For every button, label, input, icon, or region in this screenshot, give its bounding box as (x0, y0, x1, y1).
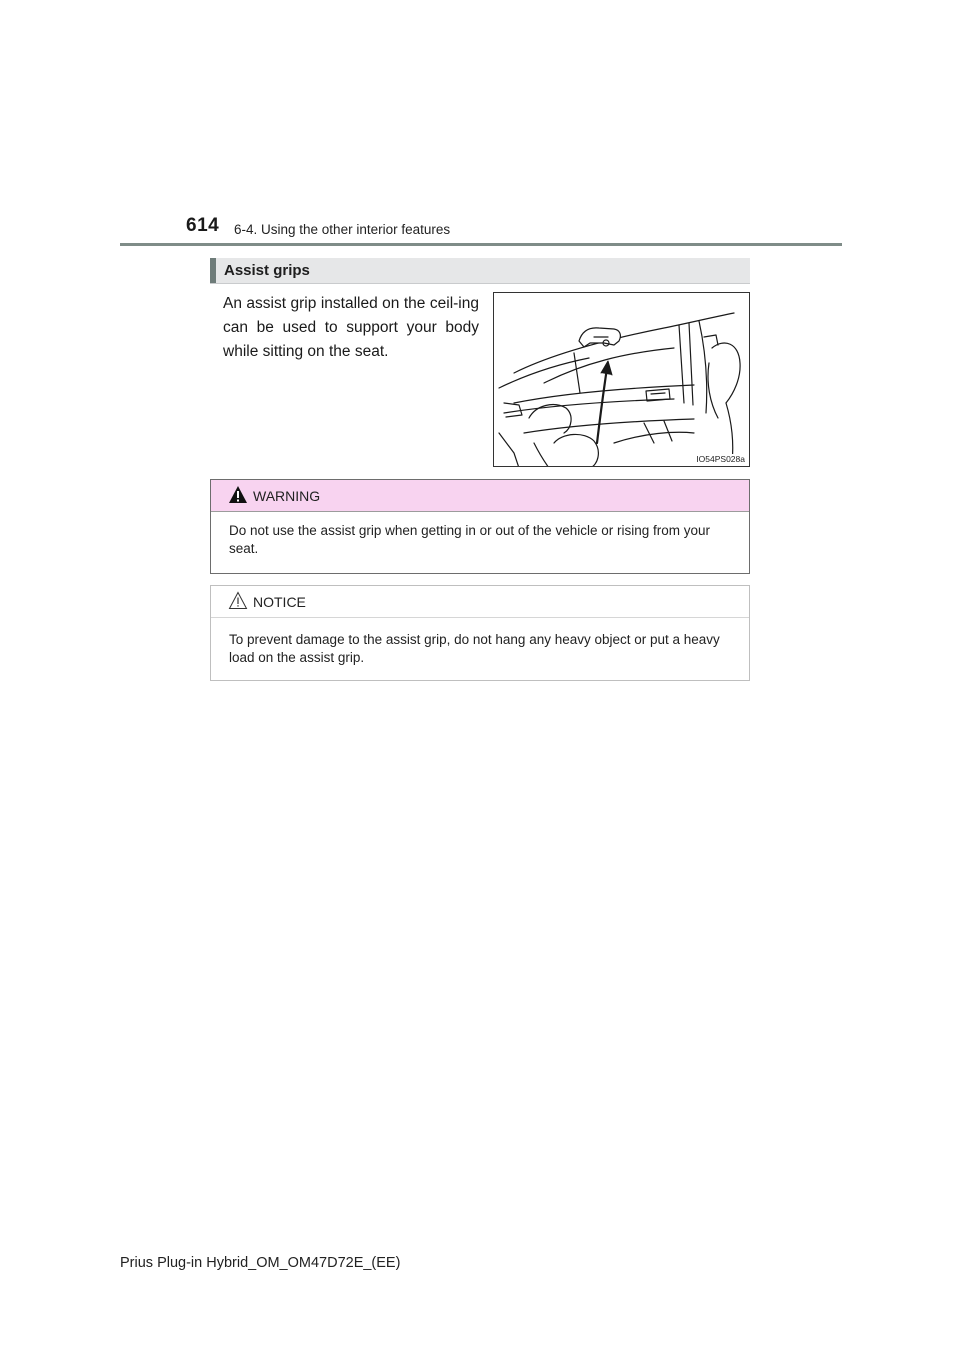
warning-title: WARNING (253, 488, 321, 504)
page-number: 614 (186, 215, 220, 236)
assist-grip-illustration (493, 292, 750, 467)
warning-box (210, 479, 750, 574)
section-heading: Assist grips (224, 262, 310, 279)
notice-text: To prevent damage to the assist grip, do not hang any heavy object or put a heavy load on the assist grip. (229, 632, 720, 665)
notice-header (211, 586, 749, 618)
section-title: 6-4. Using the other interior features (234, 222, 451, 237)
heading-accent (210, 258, 216, 283)
warning-header (211, 480, 749, 512)
warning-triangle-icon (228, 485, 248, 504)
notice-title: NOTICE (253, 594, 306, 610)
notice-box (210, 585, 750, 681)
car-interior-drawing (494, 293, 750, 467)
body-paragraph: An assist grip installed on the ceil-ing can be used to support your body while sitting on the seat. (223, 295, 479, 360)
footer-doc-id: Prius Plug-in Hybrid_OM_OM47D72E_(EE) (120, 1255, 401, 1271)
section-heading-bar (210, 258, 750, 284)
header-rule (120, 243, 842, 246)
warning-text: Do not use the assist grip when getting in or out of the vehicle or rising from your seat. (229, 523, 710, 556)
figure-code: IO54PS028a (696, 454, 745, 464)
notice-triangle-icon (228, 591, 248, 610)
